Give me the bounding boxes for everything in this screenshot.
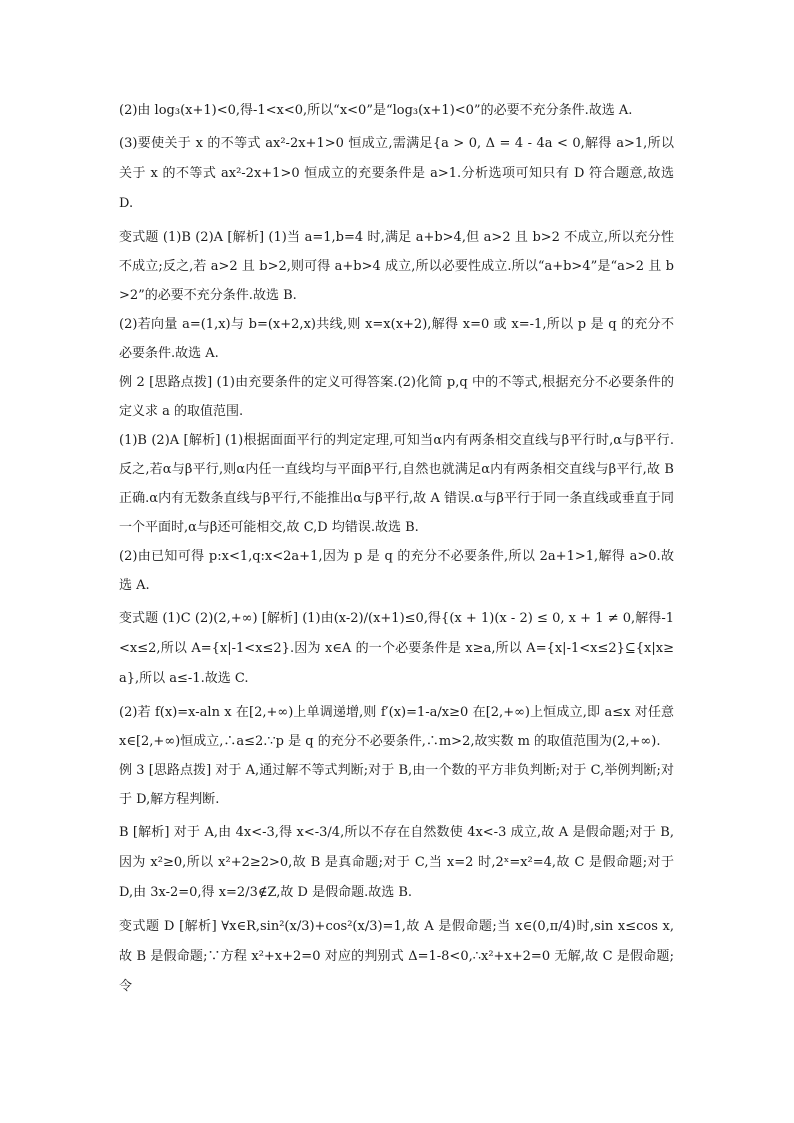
paragraph-6: (1)B (2)A [解析] (1)根据面面平行的判定定理,可知当α内有两条相交直线与β平行时,α与β平行.反之,若α与β平行,则α内任一直线均与平面β平行,自然也就满足α内有两条相交直线与β平行,故 B 正确.α内有无数条直线与β平行,不能推出α与β平行,故 A 错误.α与β平行于同一条直线或垂直于同一个平面时,α与β还可能相交,故 C,D 均错误.故选 B.	[119, 433, 674, 535]
paragraph-8: 变式题 (1)C (2)(2,+∞) [解析] (1)由(x-2)/(x+1)≤0,得{(x + 1)(x - 2) ≤ 0, x + 1 ≠ 0,解得-1<x≤2,所以 A={x|-1<x≤2}.因为 x∈A 的一个必要条件是 x≥a,所以 A={x|-1<x≤2}⊆{x|x≥a},所以 a≤-1.故选 C.	[119, 611, 674, 686]
paragraph-7: (2)由已知可得 p:x<1,q:x<2a+1,因为 p 是 q 的充分不必要条件,所以 2a+1>1,解得 a>0.故选 A.	[119, 549, 674, 593]
paragraph-10: 例 3 [思路点拨] 对于 A,通过解不等式判断;对于 B,由一个数的平方非负判断;对于 C,举例判断;对于 D,解方程判断.	[119, 763, 674, 807]
document-body	[119, 96, 674, 1002]
paragraph-4: (2)若向量 a=(1,x)与 b=(x+2,x)共线,则 x=x(x+2),解得 x=0 或 x=-1,所以 p 是 q 的充分不必要条件.故选 A.	[119, 317, 674, 361]
paragraph-2: (3)要使关于 x 的不等式 ax²-2x+1>0 恒成立,需满足{a > 0, Δ = 4 - 4a < 0,解得 a>1,所以关于 x 的不等式 ax²-2x+1>0 恒成立的充要条件是 a>1.分析选项可知只有 D 符合题意,故选 D.	[119, 136, 674, 211]
paragraph-1: (2)由 log₃(x+1)<0,得-1<x<0,所以“x<0”是“log₃(x+1)<0”的必要不充分条件.故选 A.	[119, 103, 633, 118]
paragraph-3: 变式题 (1)B (2)A [解析] (1)当 a=1,b=4 时,满足 a+b>4,但 a>2 且 b>2 不成立,所以充分性不成立;反之,若 a>2 且 b>2,则可得 a+b>4 成立,所以必要性成立.所以“a+b>4”是“a>2 且 b>2”的必要不充分条件.故选 B.	[119, 230, 674, 303]
paragraph-11: B [解析] 对于 A,由 4x<-3,得 x<-3/4,所以不存在自然数使 4x<-3 成立,故 A 是假命题;对于 B,因为 x²≥0,所以 x²+2≥2>0,故 B 是真命题;对于 C,当 x=2 时,2ˣ=x²=4,故 C 是假命题;对于 D,由 3x-2=0,得 x=2/3∉Z,故 D 是假命题.故选 B.	[119, 825, 674, 900]
paragraph-12: 变式题 D [解析] ∀x∈R,sin²(x/3)+cos²(x/3)=1,故 A 是假命题;当 x∈(0,π/4)时,sin x≤cos x,故 B 是假命题;∵方程 x²+x+2=0 对应的判别式 Δ=1-8<0,∴x²+x+2=0 无解,故 C 是假命题;令	[119, 919, 674, 994]
paragraph-9: (2)若 f(x)=x-aln x 在[2,+∞)上单调递增,则 f′(x)=1-a/x≥0 在[2,+∞)上恒成立,即 a≤x 对任意 x∈[2,+∞)恒成立,∴a≤2.∵p 是 q 的充分不必要条件,∴m>2,故实数 m 的取值范围为(2,+∞).	[119, 705, 674, 749]
paragraph-5: 例 2 [思路点拨] (1)由充要条件的定义可得答案.(2)化简 p,q 中的不等式,根据充分不必要条件的定义求 a 的取值范围.	[119, 375, 674, 419]
